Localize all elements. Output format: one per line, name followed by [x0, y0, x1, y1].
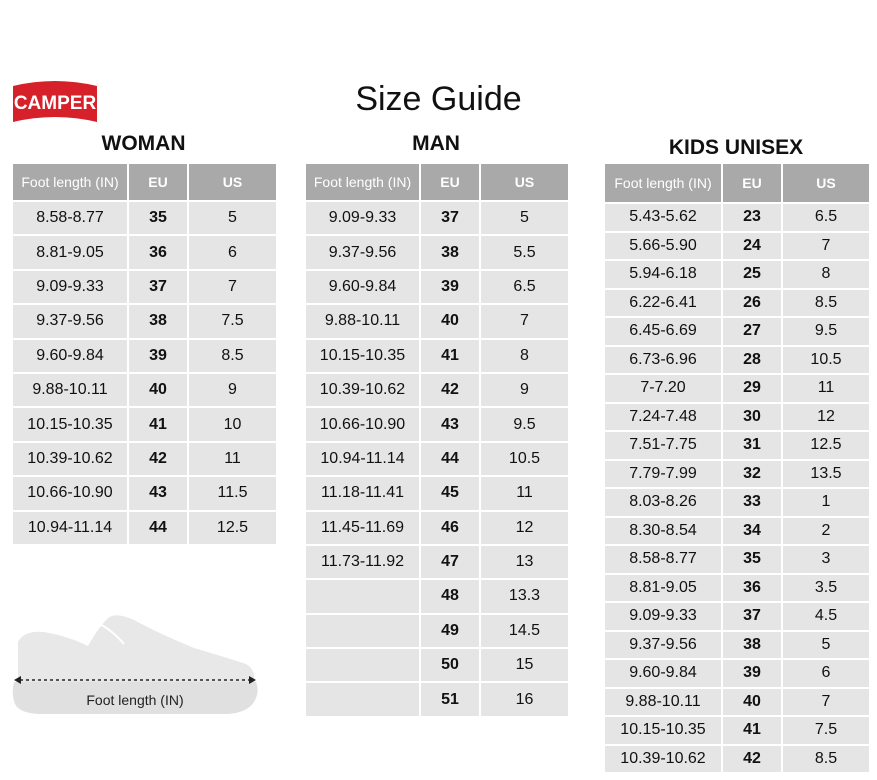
foot-length-cell: 6.73-6.96 — [605, 347, 721, 374]
foot-length-cell: 8.03-8.26 — [605, 489, 721, 516]
foot-length-cell: 9.60-9.84 — [306, 271, 419, 303]
eu-size-cell: 26 — [723, 290, 781, 317]
eu-size-cell: 23 — [723, 204, 781, 231]
foot-length-cell: 10.39-10.62 — [13, 443, 127, 475]
eu-size-cell: 25 — [723, 261, 781, 288]
us-size-cell: 5.5 — [481, 236, 568, 268]
table-row — [306, 340, 568, 372]
eu-size-cell: 35 — [723, 546, 781, 573]
foot-length-cell: 10.39-10.62 — [605, 746, 721, 773]
col-us: US — [189, 164, 276, 200]
eu-size-cell: 37 — [723, 603, 781, 630]
page-title: Size Guide — [355, 80, 522, 118]
foot-length-cell: 9.09-9.33 — [605, 603, 721, 630]
foot-length-cell: 10.66-10.90 — [13, 477, 127, 509]
table-row — [306, 683, 568, 715]
table-row — [306, 305, 568, 337]
eu-size-cell: 36 — [129, 236, 187, 268]
us-size-cell: 3.5 — [783, 575, 869, 602]
foot-length-cell: 10.94-11.14 — [306, 443, 419, 475]
us-size-cell: 11 — [783, 375, 869, 402]
table-row — [306, 546, 568, 578]
brand-name: CAMPER — [13, 93, 97, 114]
eu-size-cell: 35 — [129, 202, 187, 234]
col-eu: EU — [129, 164, 187, 200]
table-row — [306, 477, 568, 509]
us-size-cell: 5 — [189, 202, 276, 234]
col-eu: EU — [723, 164, 781, 202]
eu-size-cell: 36 — [723, 575, 781, 602]
us-size-cell: 6 — [189, 236, 276, 268]
kids-title: KIDS UNISEX — [668, 136, 804, 159]
foot-length-cell: 11.18-11.41 — [306, 477, 419, 509]
foot-length-cell: 9.37-9.56 — [306, 236, 419, 268]
us-size-cell: 16 — [481, 683, 568, 715]
foot-length-cell: 10.39-10.62 — [306, 374, 419, 406]
foot-length-cell: 5.94-6.18 — [605, 261, 721, 288]
foot-length-cell: 8.81-9.05 — [13, 236, 127, 268]
us-size-cell: 7 — [189, 271, 276, 303]
us-size-cell: 4.5 — [783, 603, 869, 630]
us-size-cell: 8.5 — [783, 746, 869, 773]
foot-length-cell: 11.45-11.69 — [306, 512, 419, 544]
eu-size-cell: 38 — [421, 236, 479, 268]
col-us: US — [783, 164, 869, 202]
table-row — [13, 202, 276, 234]
table-row — [605, 746, 869, 773]
us-size-cell: 8.5 — [189, 340, 276, 372]
foot-length-cell: 7.79-7.99 — [605, 461, 721, 488]
eu-size-cell: 43 — [421, 408, 479, 440]
eu-size-cell: 51 — [421, 683, 479, 715]
table-row — [605, 261, 869, 288]
us-size-cell: 3 — [783, 546, 869, 573]
eu-size-cell: 46 — [421, 512, 479, 544]
foot-length-cell: 8.81-9.05 — [605, 575, 721, 602]
eu-size-cell: 45 — [421, 477, 479, 509]
us-size-cell: 2 — [783, 518, 869, 545]
eu-size-cell: 40 — [421, 305, 479, 337]
table-row — [306, 236, 568, 268]
eu-size-cell: 44 — [129, 512, 187, 544]
table-row — [13, 305, 276, 337]
table-row — [605, 660, 869, 687]
eu-size-cell: 50 — [421, 649, 479, 681]
us-size-cell: 9 — [481, 374, 568, 406]
table-row — [306, 202, 568, 234]
table-row — [605, 432, 869, 459]
man-size-table — [304, 162, 570, 718]
eu-size-cell: 39 — [129, 340, 187, 372]
foot-length-cell: 7-7.20 — [605, 375, 721, 402]
eu-size-cell: 29 — [723, 375, 781, 402]
kids-size-table — [603, 162, 871, 774]
table-row — [605, 290, 869, 317]
table-row — [306, 374, 568, 406]
eu-size-cell: 40 — [723, 689, 781, 716]
foot-length-cell: 10.66-10.90 — [306, 408, 419, 440]
foot-length-cell: 9.37-9.56 — [13, 305, 127, 337]
us-size-cell: 6 — [783, 660, 869, 687]
eu-size-cell: 41 — [129, 408, 187, 440]
foot-length-cell: 9.88-10.11 — [605, 689, 721, 716]
us-size-cell: 10.5 — [783, 347, 869, 374]
eu-size-cell: 37 — [421, 202, 479, 234]
table-row — [306, 408, 568, 440]
table-row — [605, 546, 869, 573]
table-row — [605, 632, 869, 659]
us-size-cell: 13.3 — [481, 580, 568, 612]
table-row — [13, 271, 276, 303]
foot-length-caption: Foot length (IN) — [86, 692, 184, 708]
eu-size-cell: 43 — [129, 477, 187, 509]
foot-length-cell — [306, 683, 419, 715]
us-size-cell: 14.5 — [481, 615, 568, 647]
table-row — [13, 408, 276, 440]
us-size-cell: 8 — [481, 340, 568, 372]
table-row — [13, 236, 276, 268]
eu-size-cell: 44 — [421, 443, 479, 475]
eu-size-cell: 48 — [421, 580, 479, 612]
table-row — [605, 575, 869, 602]
table-row — [605, 461, 869, 488]
col-eu: EU — [421, 164, 479, 200]
us-size-cell: 11 — [481, 477, 568, 509]
us-size-cell: 7 — [783, 233, 869, 260]
us-size-cell: 12 — [783, 404, 869, 431]
foot-length-cell: 10.15-10.35 — [13, 408, 127, 440]
eu-size-cell: 49 — [421, 615, 479, 647]
us-size-cell: 10 — [189, 408, 276, 440]
col-foot-length: Foot length (IN) — [13, 164, 127, 200]
us-size-cell: 7 — [481, 305, 568, 337]
table-row — [605, 489, 869, 516]
foot-length-cell — [306, 615, 419, 647]
foot-length-cell: 5.43-5.62 — [605, 204, 721, 231]
table-row — [605, 347, 869, 374]
table-row — [13, 512, 276, 544]
table-row — [13, 340, 276, 372]
us-size-cell: 13.5 — [783, 461, 869, 488]
us-size-cell: 11.5 — [189, 477, 276, 509]
us-size-cell: 7 — [783, 689, 869, 716]
us-size-cell: 12.5 — [783, 432, 869, 459]
foot-length-cell: 7.24-7.48 — [605, 404, 721, 431]
eu-size-cell: 37 — [129, 271, 187, 303]
eu-size-cell: 40 — [129, 374, 187, 406]
man-title: MAN — [412, 132, 460, 155]
table-row — [605, 204, 869, 231]
table-row — [306, 271, 568, 303]
woman-title: WOMAN — [101, 132, 186, 155]
us-size-cell: 8.5 — [783, 290, 869, 317]
foot-length-cell: 10.94-11.14 — [13, 512, 127, 544]
us-size-cell: 9 — [189, 374, 276, 406]
woman-size-table — [11, 162, 278, 546]
table-row — [605, 603, 869, 630]
us-size-cell: 8 — [783, 261, 869, 288]
us-size-cell: 9.5 — [481, 408, 568, 440]
foot-length-cell: 9.60-9.84 — [605, 660, 721, 687]
foot-length-cell: 9.09-9.33 — [306, 202, 419, 234]
foot-length-cell: 10.15-10.35 — [605, 717, 721, 744]
table-row — [605, 717, 869, 744]
foot-length-cell: 6.22-6.41 — [605, 290, 721, 317]
us-size-cell: 9.5 — [783, 318, 869, 345]
us-size-cell: 11 — [189, 443, 276, 475]
table-row — [13, 443, 276, 475]
eu-size-cell: 39 — [421, 271, 479, 303]
foot-length-cell: 8.58-8.77 — [13, 202, 127, 234]
us-size-cell: 15 — [481, 649, 568, 681]
eu-size-cell: 38 — [723, 632, 781, 659]
table-row — [306, 512, 568, 544]
us-size-cell: 1 — [783, 489, 869, 516]
table-row — [605, 375, 869, 402]
eu-size-cell: 30 — [723, 404, 781, 431]
us-size-cell: 10.5 — [481, 443, 568, 475]
table-row — [605, 518, 869, 545]
eu-size-cell: 34 — [723, 518, 781, 545]
foot-length-cell: 9.37-9.56 — [605, 632, 721, 659]
table-row — [306, 615, 568, 647]
table-header-row — [306, 164, 568, 200]
foot-length-cell: 8.30-8.54 — [605, 518, 721, 545]
us-size-cell: 12.5 — [189, 512, 276, 544]
eu-size-cell: 42 — [129, 443, 187, 475]
eu-size-cell: 47 — [421, 546, 479, 578]
eu-size-cell: 38 — [129, 305, 187, 337]
foot-length-cell — [306, 649, 419, 681]
eu-size-cell: 33 — [723, 489, 781, 516]
us-size-cell: 6.5 — [481, 271, 568, 303]
foot-length-cell: 6.45-6.69 — [605, 318, 721, 345]
foot-length-cell: 5.66-5.90 — [605, 233, 721, 260]
col-foot-length: Foot length (IN) — [306, 164, 419, 200]
eu-size-cell: 32 — [723, 461, 781, 488]
foot-length-cell: 7.51-7.75 — [605, 432, 721, 459]
eu-size-cell: 24 — [723, 233, 781, 260]
table-row — [13, 374, 276, 406]
table-header-row — [605, 164, 869, 202]
eu-size-cell: 27 — [723, 318, 781, 345]
foot-length-cell: 9.88-10.11 — [13, 374, 127, 406]
table-header-row — [13, 164, 276, 200]
us-size-cell: 5 — [481, 202, 568, 234]
foot-length-cell — [306, 580, 419, 612]
eu-size-cell: 41 — [421, 340, 479, 372]
foot-length-cell: 10.15-10.35 — [306, 340, 419, 372]
us-size-cell: 13 — [481, 546, 568, 578]
eu-size-cell: 41 — [723, 717, 781, 744]
foot-length-cell: 9.60-9.84 — [13, 340, 127, 372]
foot-length-cell: 9.09-9.33 — [13, 271, 127, 303]
us-size-cell: 7.5 — [189, 305, 276, 337]
us-size-cell: 6.5 — [783, 204, 869, 231]
us-size-cell: 5 — [783, 632, 869, 659]
col-foot-length: Foot length (IN) — [605, 164, 721, 202]
us-size-cell: 7.5 — [783, 717, 869, 744]
eu-size-cell: 42 — [421, 374, 479, 406]
table-row — [605, 689, 869, 716]
table-row — [306, 580, 568, 612]
foot-length-cell: 8.58-8.77 — [605, 546, 721, 573]
eu-size-cell: 31 — [723, 432, 781, 459]
eu-size-cell: 39 — [723, 660, 781, 687]
table-row — [306, 443, 568, 475]
eu-size-cell: 28 — [723, 347, 781, 374]
us-size-cell: 12 — [481, 512, 568, 544]
col-us: US — [481, 164, 568, 200]
table-row — [605, 318, 869, 345]
table-row — [605, 233, 869, 260]
table-row — [306, 649, 568, 681]
table-row — [605, 404, 869, 431]
table-row — [13, 477, 276, 509]
foot-length-cell: 9.88-10.11 — [306, 305, 419, 337]
eu-size-cell: 42 — [723, 746, 781, 773]
foot-length-cell: 11.73-11.92 — [306, 546, 419, 578]
